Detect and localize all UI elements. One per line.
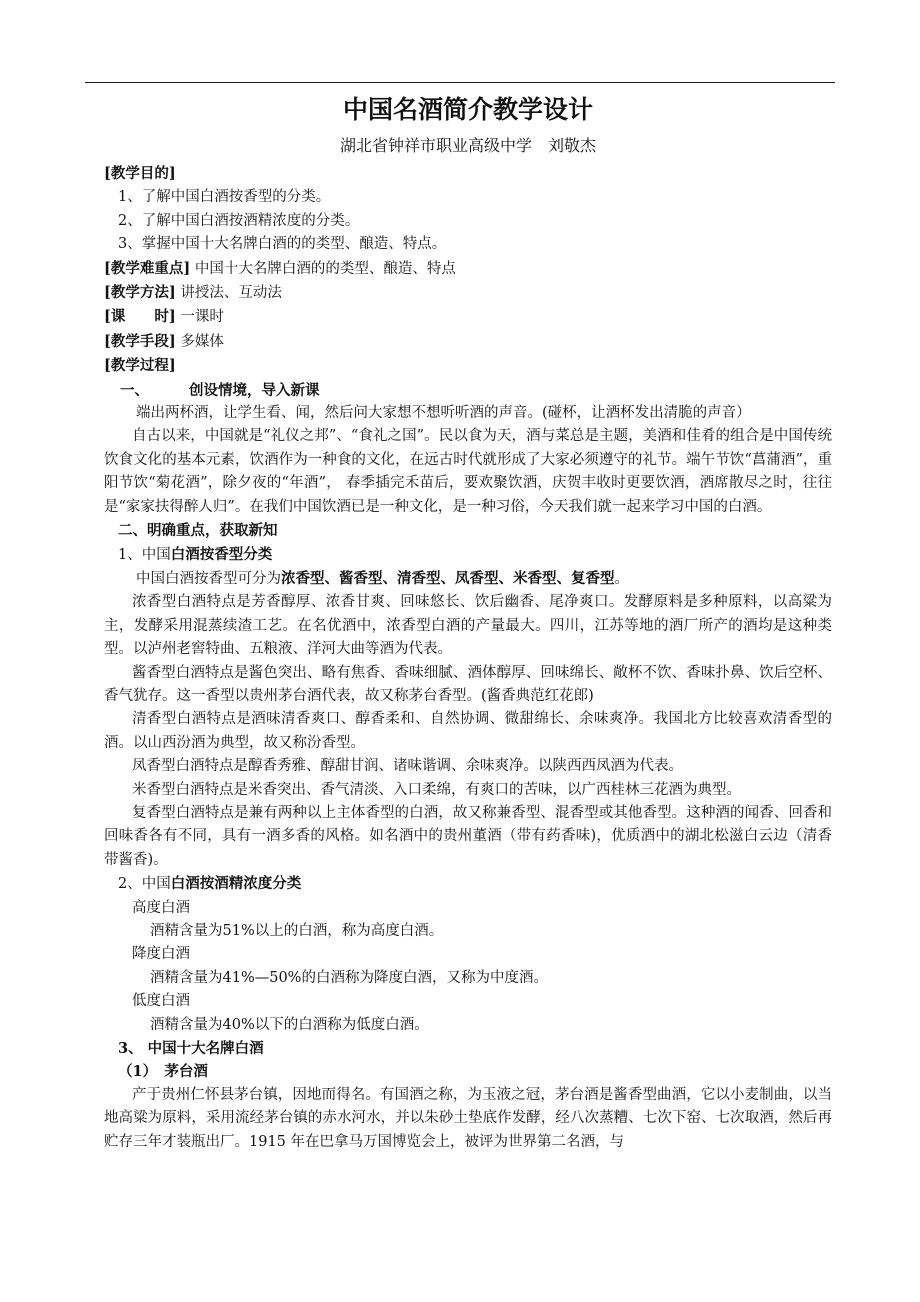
aroma-fu-paragraph: 复香型白酒特点是兼有两种以上主体香型的白酒，故又称兼香型、混香型或其他香型。这种酒的闻香、回香和回味香各有不同，具有一酒多香的风格。如名酒中的贵州董酒（带有药香味)，优质酒中的湖北松滋白云边（清香带酱香)。 (104, 804, 832, 868)
high-alcohol-text: 酒精含量为51%以上的白酒，称为高度白酒。 (150, 923, 444, 939)
aroma-feng-paragraph: 凤香型白酒特点是醇香秀雅、醇甜甘润、诸味谐调、余味爽净。以陕西西凤酒为代表。 (132, 758, 683, 775)
method-line (104, 281, 832, 305)
section-1-title: 创设情境，导入新课 (189, 381, 320, 399)
aroma-jiang-paragraph: 酱香型白酒特点是酱色突出、略有焦香、香味细腻、酒体醇厚、回味绵长、敞杯不饮、香味扑鼻、饮后空杯、香气犹存。这一香型以贵州茅台酒代表，故又称茅台香型。(酱香典范红花郎) (104, 664, 832, 704)
section-1-paragraph-2: 自古以来，中国就是“礼仪之邦”、“食礼之国”。民以食为天，酒与菜总是主题，美酒和佳肴的组合是中国传统饮食文化的基本元素，饮酒作为一种食的文化，在远古时代就形成了大家必须遵守的礼节。端午节饮“菖蒲酒”，重阳节饮“菊花酒”，除夕夜的“年酒”， 春季插完禾苗后，要欢聚饮酒，庆贺丰收时更要饮酒，酒席散尽之时，往往是“家家扶得醉人归”。在我们中国饮酒已是一种文化，是一种习俗，今天我们就一起来学习中国的白酒。 (104, 428, 832, 515)
section-2-heading: 二、明确重点，获取新知 (118, 522, 278, 540)
section-1-paragraph-1: 端出两杯酒，让学生看、闻，然后问大家想不想听听酒的声音。(碰杯，让酒杯发出清脆的声音） (136, 405, 751, 422)
document-page (104, 92, 832, 1154)
process-heading (104, 354, 832, 378)
mid-alcohol-label: 降度白酒 (132, 946, 190, 963)
process-label: [教学过程] (104, 357, 176, 375)
goal-item: 2、了解中国白酒按酒精浓度的分类。 (118, 212, 360, 229)
subsection-1-heading (104, 543, 832, 567)
means-label: [教学手段] (104, 332, 176, 350)
subsection-2-title: 白酒按酒精浓度分类 (170, 875, 302, 893)
method-text: 讲授法、互动法 (180, 285, 282, 302)
subsection-1-title: 白酒按香型分类 (170, 545, 273, 563)
header-rule (85, 82, 835, 83)
means-text: 多媒体 (180, 333, 224, 350)
item-1-heading: （1） 茅台酒 (118, 1063, 208, 1081)
low-alcohol-text: 酒精含量为40%以下的白酒称为低度白酒。 (150, 1016, 429, 1033)
aroma-qing-paragraph: 清香型白酒特点是酒味清香爽口、醇香柔和、自然协调、微甜绵长、余味爽净。我国北方比较喜欢清香型的酒。以山西汾酒为典型，故又称汾香型。 (104, 711, 832, 751)
aroma-intro-prefix: 中国白酒按香型可分为 (136, 570, 281, 587)
means-line (104, 330, 832, 354)
aroma-mi-paragraph: 米香型白酒特点是米香突出、香气清淡、入口柔绵，有爽口的苦味，以广西桂林三花酒为典型。 (132, 781, 741, 798)
aroma-types-intro (104, 567, 832, 591)
document-author: 湖北省钟祥市职业高级中学 刘敬杰 (339, 136, 596, 155)
subsection-2-prefix: 2、中国 (118, 876, 171, 893)
subsection-3-heading: 3、 中国十大名牌白酒 (118, 1040, 264, 1058)
document-title: 中国名酒简介教学设计 (342, 95, 593, 124)
item-1-paragraph: 产于贵州仁怀县茅台镇，因地而得名。有国酒之称，为玉液之冠，茅台酒是酱香型曲酒，它以小麦制曲，以当地高粱为原料，采用流经茅台镇的赤水河水，并以朱砂土垫底作发酵，经八次蒸糟、七次下窑、七次取酒，然后再贮存三年才装瓶出厂。1915 年在巴拿马万国博览会上，被评为世界第二名酒，与 (104, 1086, 832, 1150)
hours-label: [课 时] (104, 308, 176, 326)
subsection-1-prefix: 1、中国 (118, 546, 171, 563)
hours-text: 一课时 (180, 309, 224, 326)
mid-alcohol-text: 酒精含量为41%—50%的白酒称为降度白酒，又称为中度酒。 (150, 969, 548, 986)
aroma-intro-suffix: 。 (614, 570, 629, 587)
hours-line (104, 305, 832, 329)
subsection-2-heading (104, 872, 832, 896)
goal-item: 1、了解中国白酒按香型的分类。 (118, 189, 331, 206)
aroma-nong-paragraph: 浓香型白酒特点是芳香醇厚、浓香甘爽、回味悠长、饮后幽香、尾净爽口。发酵原料是多种原料，以高粱为主，发酵采用混蒸续渣工艺。在名优酒中，浓香型白酒的产量最大。四川，江苏等地的酒厂所产的酒均是这种类型。以泸州老窖特曲、五粮液、洋河大曲等酒为代表。 (104, 594, 832, 658)
section-1-heading (104, 379, 832, 402)
goals-heading (104, 162, 832, 186)
goals-label: [教学目的] (104, 165, 176, 182)
section-1-number: 一、 (120, 381, 149, 399)
low-alcohol-label: 低度白酒 (132, 993, 190, 1010)
goal-item: 3、掌握中国十大名牌白酒的的类型、酿造、特点。 (118, 236, 447, 253)
aroma-intro-types: 浓香型、酱香型、清香型、凤香型、米香型、复香型 (281, 569, 615, 587)
high-alcohol-label: 高度白酒 (132, 899, 190, 916)
key-points-line (104, 257, 832, 281)
key-points-text: 中国十大名牌白酒的的类型、酿造、特点 (194, 260, 456, 277)
key-points-label: [教学难重点] (104, 259, 191, 277)
method-label: [教学方法] (104, 284, 176, 302)
